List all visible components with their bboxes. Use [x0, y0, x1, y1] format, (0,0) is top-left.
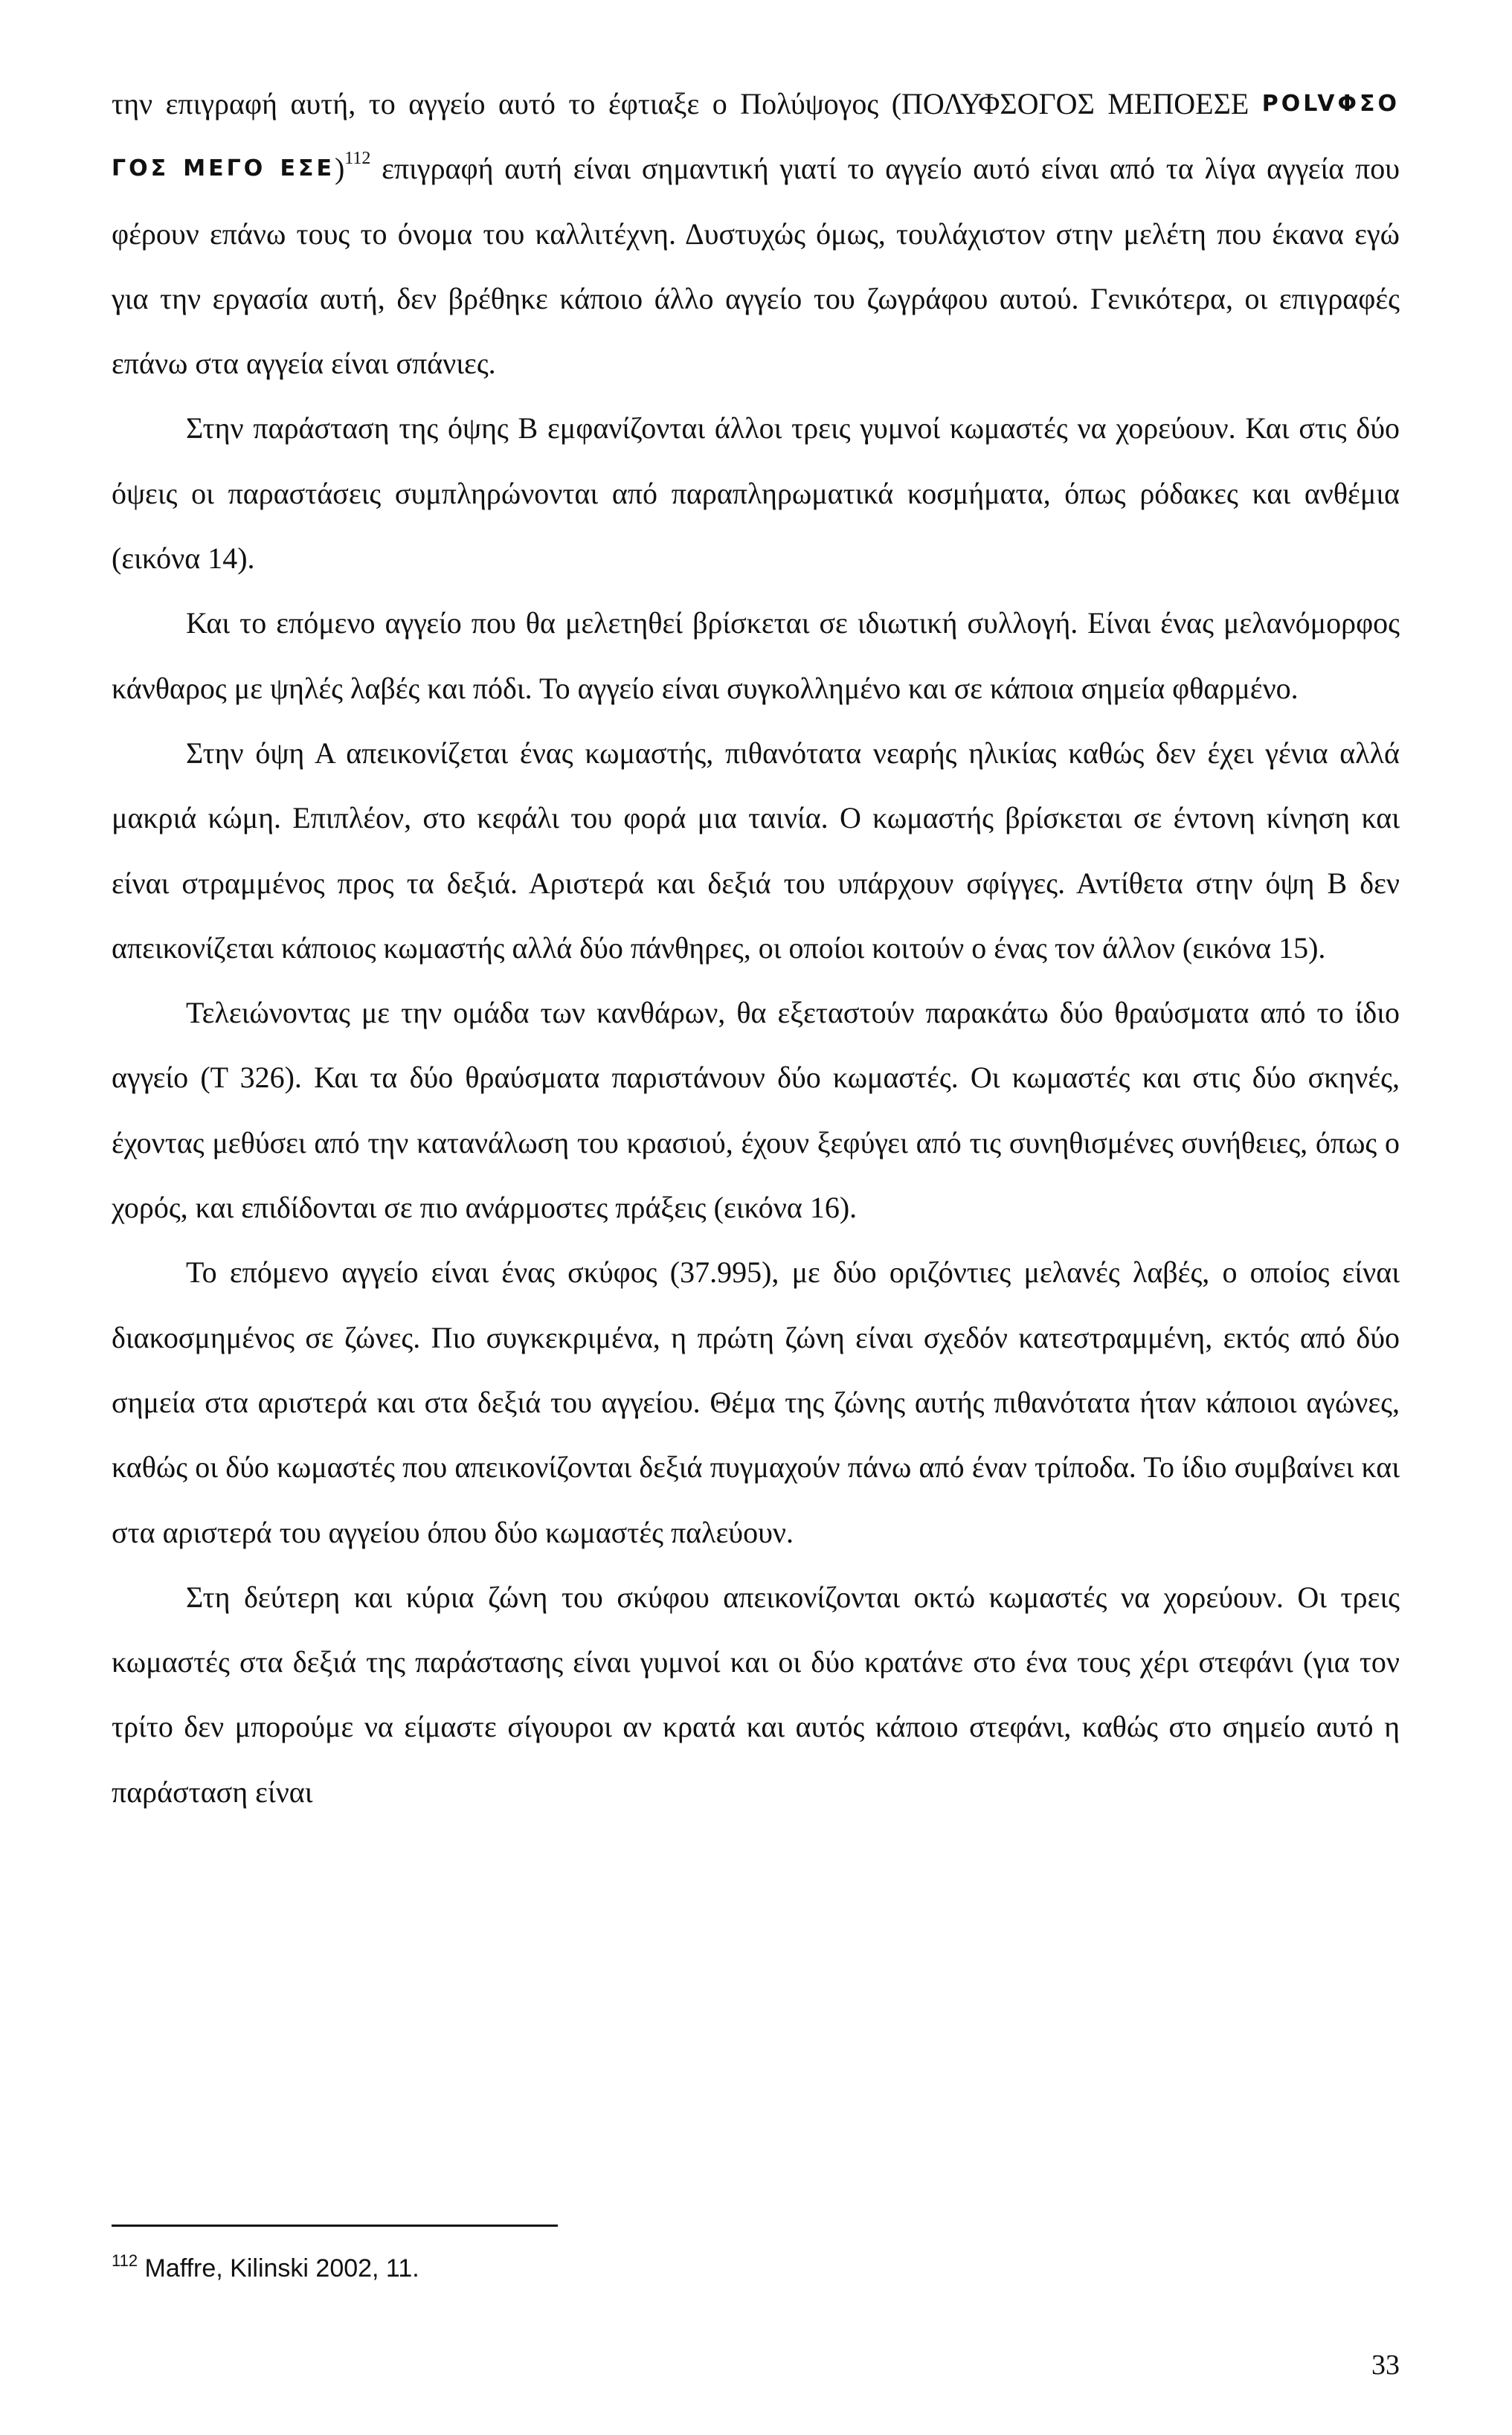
footnote-reference: 112 [344, 149, 371, 169]
paragraph-1-paren-close: ) [334, 152, 345, 186]
vase-inscription: ΡΟLVΦΣΟ ΓΟΣ ΜΕΓΟ ΕΣΕ [112, 91, 1400, 182]
footnote [112, 2251, 1376, 2283]
paragraph-1-text-end: επιγραφή αυτή είναι σημαντική γιατί το αγγείο αυτό είναι από τα λίγα αγγεία που φέρουν επάνω τους το όνομα του καλλιτέχνη. Δυστυχώς όμως, τουλάχιστον στην μελέτη που έκανα εγώ για την εργασία αυτή, δεν βρέθηκε κάποιο άλλο αγγείο του ζωγράφου αυτού. Γενικότερα, οι επιγραφές επάνω στα αγγεία είναι σπάνιες. [112, 152, 1400, 381]
paragraph-7: Στη δεύτερη και κύρια ζώνη του σκύφου απεικονίζονται οκτώ κωμαστές να χορεύουν. Οι τρεις κωμαστές στα δεξιά της παράστασης είναι γυμνοί και οι δύο κρατάνε στο ένα τους χέρι στεφάνι (για τον τρίτο δεν μπορούμε να είμαστε σίγουροι αν κρατά και αυτός κάποιο στεφάνι, καθώς στο σημείο αυτό η παράσταση είναι [112, 1580, 1400, 1809]
paragraph-4: Στην όψη Α απεικονίζεται ένας κωμαστής, πιθανότατα νεαρής ηλικίας καθώς δεν έχει γένια αλλά μακριά κώμη. Επιπλέον, στο κεφάλι του φορά μια ταινία. Ο κωμαστής βρίσκεται σε έντονη κίνηση και είναι στραμμένος προς τα δεξιά. Αριστερά και δεξιά του υπάρχουν σφίγγες. Αντίθετα στην όψη Β δεν απεικονίζεται κάποιος κωμαστής αλλά δύο πάνθηρες, οι οποίοι κοιτούν ο ένας τον άλλον (εικόνα 15). [112, 736, 1400, 965]
footnote-text: Maffre, Kilinski 2002, 11. [138, 2254, 419, 2283]
paragraph-6: Το επόμενο αγγείο είναι ένας σκύφος (37.995), με δύο οριζόντιες μελανές λαβές, ο οποίος είναι διακοσμημένος σε ζώνες. Πιο συγκεκριμένα, η πρώτη ζώνη είναι σχεδόν κατεστραμμένη, εκτός από δύο σημεία στα αριστερά και στα δεξιά του αγγείου. Θέμα της ζώνης αυτής πιθανότατα ήταν κάποιοι αγώνες, καθώς οι δύο κωμαστές που απεικονίζονται δεξιά πυγμαχούν πάνω από έναν τρίποδα. Το ίδιο συμβαίνει και στα αριστερά του αγγείου όπου δύο κωμαστές παλεύουν. [112, 1255, 1400, 1549]
footnote-divider [112, 2225, 558, 2227]
paragraph-3: Και το επόμενο αγγείο που θα μελετηθεί βρίσκεται σε ιδιωτική συλλογή. Είναι ένας μελανόμορφος κάνθαρος με ψηλές λαβές και πόδι. Το αγγείο είναι συγκολλημένο και σε κάποια σημεία φθαρμένο. [112, 606, 1400, 705]
footnote-number: 112 [112, 2251, 138, 2270]
paragraph-5: Τελειώνοντας με την ομάδα των κανθάρων, θα εξεταστούν παρακάτω δύο θραύσματα από το ίδιο αγγείο (Τ 326). Και τα δύο θραύσματα παριστάνουν δύο κωμαστές. Οι κωμαστές και στις δύο σκηνές, έχοντας μεθύσει από την κατανάλωση του κρασιού, έχουν ξεφύγει από τις συνηθισμένες συνήθειες, όπως ο χορός, και επιδίδονται σε πιο ανάρμοστες πράξεις (εικόνα 16). [112, 996, 1400, 1225]
body-text [112, 71, 1400, 1824]
paragraph-2: Στην παράσταση της όψης Β εμφανίζονται άλλοι τρεις γυμνοί κωμαστές να χορεύουν. Και στις δύο όψεις οι παραστάσεις συμπληρώνονται από παραπληρωματικά κοσμήματα, όπως ρόδακες και ανθέμια (εικόνα 14). [112, 411, 1400, 576]
page-number: 33 [1371, 2349, 1400, 2381]
paragraph-1 [112, 71, 1400, 396]
paragraph-1-text-start: την επιγραφή αυτή, το αγγείο αυτό το έφτιαξε ο Πολύψογος (ΠΟΛΥΦΣΟΓΟΣ ΜΕΠΟΕΣΕ [112, 87, 1262, 120]
